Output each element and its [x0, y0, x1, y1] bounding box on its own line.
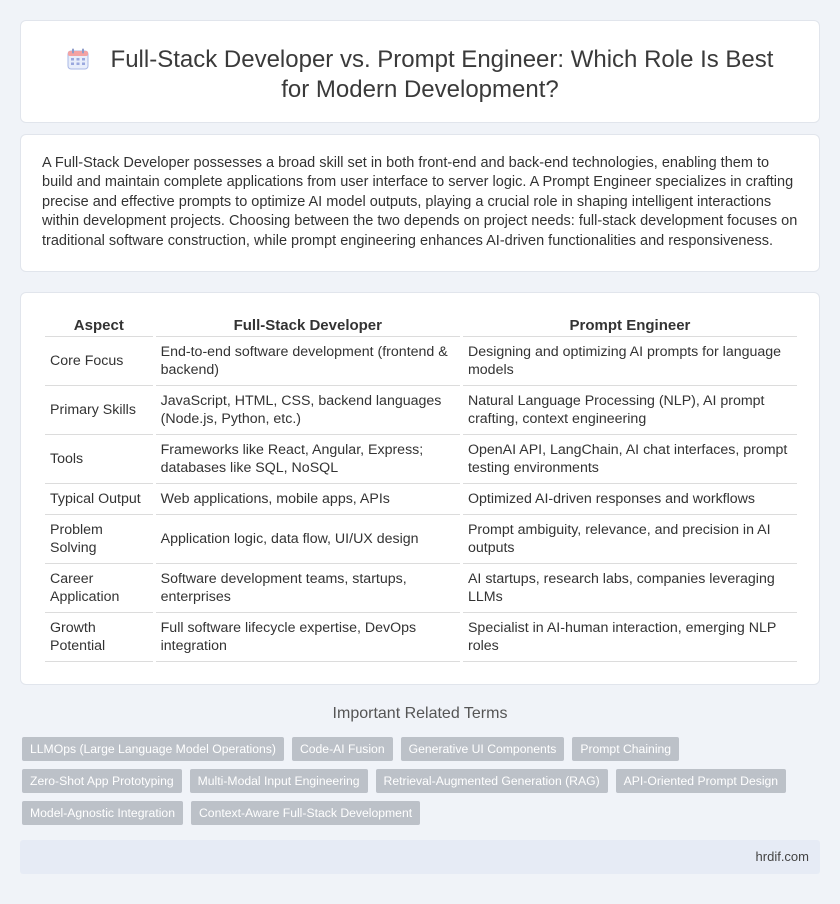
page-title-wrap — [21, 45, 819, 105]
row-aspect: Primary Skills — [45, 386, 153, 435]
row-full-stack: Software development teams, startups, enterprises — [156, 564, 460, 613]
row-full-stack: Web applications, mobile apps, APIs — [156, 484, 460, 515]
tag-zero-shot[interactable]: Zero-Shot App Prototyping — [22, 769, 182, 793]
tag-rag[interactable]: Retrieval-Augmented Generation (RAG) — [376, 769, 608, 793]
table-row — [45, 484, 797, 515]
row-aspect: Career Application — [45, 564, 153, 613]
tag-row — [22, 737, 822, 761]
tag-generative-ui[interactable]: Generative UI Components — [401, 737, 565, 761]
row-aspect: Problem Solving — [45, 515, 153, 564]
tag-prompt-chaining[interactable]: Prompt Chaining — [572, 737, 679, 761]
tag-context-aware[interactable]: Context-Aware Full-Stack Development — [191, 801, 420, 825]
intro-card — [20, 134, 820, 272]
row-prompt-engineer: Specialist in AI-human interaction, emerging NLP roles — [463, 613, 797, 662]
row-full-stack: End-to-end software development (frontend & backend) — [156, 337, 460, 386]
row-aspect: Core Focus — [45, 337, 153, 386]
row-prompt-engineer: Designing and optimizing AI prompts for language models — [463, 337, 797, 386]
row-prompt-engineer: Natural Language Processing (NLP), AI prompt crafting, context engineering — [463, 386, 797, 435]
row-full-stack: Application logic, data flow, UI/UX design — [156, 515, 460, 564]
comparison-card — [20, 292, 820, 685]
tag-model-agnostic[interactable]: Model-Agnostic Integration — [22, 801, 183, 825]
table-row — [45, 515, 797, 564]
tag-api-prompt-design[interactable]: API-Oriented Prompt Design — [616, 769, 786, 793]
row-prompt-engineer: AI startups, research labs, companies leveraging LLMs — [463, 564, 797, 613]
tag-row — [22, 801, 822, 825]
row-aspect: Tools — [45, 435, 153, 484]
row-aspect: Growth Potential — [45, 613, 153, 662]
intro-paragraph: A Full-Stack Developer possesses a broad skill set in both front-end and back-end technologies, enabling them to build and maintain complete applications from user interface to server logic. A Prompt Engineer specializes in crafting precise and effective prompts to optimize AI model outputs, playing a crucial role in shaping intelligent interactions within development projects. Choosing between the two depends on project needs: full-stack development focuses on traditional software construction, while prompt engineering enhances AI-driven functionalities and responsiveness. — [42, 155, 798, 249]
tag-llmops[interactable]: LLMOps (Large Language Model Operations) — [22, 737, 284, 761]
header-full-stack: Full-Stack Developer — [156, 315, 460, 337]
related-terms-tags — [22, 737, 822, 833]
table-header-row — [45, 315, 797, 337]
table-row — [45, 386, 797, 435]
footer-site[interactable]: hrdif.com — [755, 849, 809, 864]
comparison-table — [42, 315, 800, 662]
row-aspect: Typical Output — [45, 484, 153, 515]
row-full-stack: Frameworks like React, Angular, Express; databases like SQL, NoSQL — [156, 435, 460, 484]
table-row — [45, 435, 797, 484]
row-prompt-engineer: OpenAI API, LangChain, AI chat interfaces, prompt testing environments — [463, 435, 797, 484]
page-title: Full-Stack Developer vs. Prompt Engineer: Which Role Is Best for Modern Development? — [110, 46, 774, 103]
tag-row — [22, 769, 822, 793]
related-terms-title: Important Related Terms — [332, 705, 508, 722]
tag-code-ai-fusion[interactable]: Code-AI Fusion — [292, 737, 393, 761]
row-prompt-engineer: Prompt ambiguity, relevance, and precision in AI outputs — [463, 515, 797, 564]
header-card — [20, 20, 820, 123]
table-row — [45, 613, 797, 662]
header-prompt-engineer: Prompt Engineer — [463, 315, 797, 337]
tag-multi-modal[interactable]: Multi-Modal Input Engineering — [190, 769, 368, 793]
table-row — [45, 564, 797, 613]
row-full-stack: Full software lifecycle expertise, DevOps integration — [156, 613, 460, 662]
footer — [20, 840, 820, 874]
header-aspect: Aspect — [45, 315, 153, 337]
row-prompt-engineer: Optimized AI-driven responses and workflows — [463, 484, 797, 515]
calendar-icon — [67, 48, 89, 70]
table-row — [45, 337, 797, 386]
row-full-stack: JavaScript, HTML, CSS, backend languages (Node.js, Python, etc.) — [156, 386, 460, 435]
